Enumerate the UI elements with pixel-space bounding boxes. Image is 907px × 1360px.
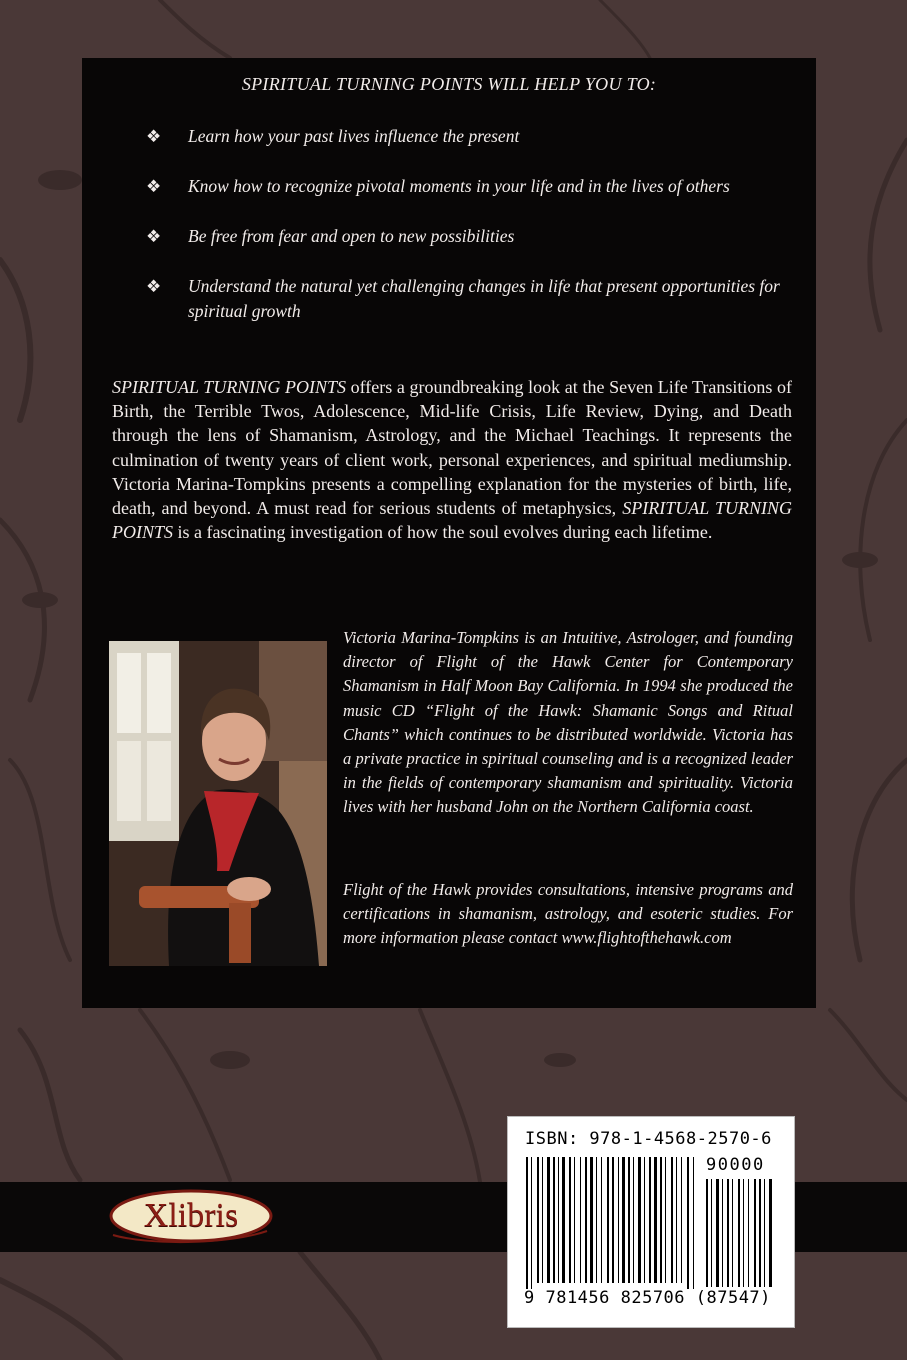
about-center: Flight of the Hawk provides consultations, intensive programs and certifications in shamanism, astrology, and esoteric studies. For more information please contact www.flightofthehawk.com [343,880,793,948]
barcode-bar [671,1157,673,1283]
list-item [146,124,796,149]
bullet-text: Learn how your past lives influence the present [188,126,520,146]
list-item [146,174,796,199]
book-title-inline: SPIRITUAL TURNING POINTS [112,498,792,543]
barcode-bar [665,1157,666,1283]
barcode-bar [687,1157,689,1289]
barcode-bar [596,1157,597,1283]
addon-barcode-bar [732,1179,733,1287]
barcode-bar [590,1157,593,1283]
addon-barcode-bar [764,1179,765,1287]
book-title-lead: SPIRITUAL TURNING POINTS [112,377,346,397]
author-bio: Victoria Marina-Tompkins is an Intuitive, Astrologer, and founding director of Flight of the Hawk Center for Contemporary Shamanism in Half Moon Bay California. In 1994 she produced the music CD “Flight of the Hawk: Shamanic Songs and Ritual Chants” which continues to be distributed worldwide. Victoria has a private practice in spiritual counseling and is a recognized leader in the fields of contemporary shamanism and spirituality. Victoria lives with her husband John on the Northern California coast. [343,628,793,817]
bullet-text: Understand the natural yet challenging changes in life that present opportunities for spiritual growth [188,276,780,321]
barcode-bar [622,1157,625,1283]
barcode-bar [693,1157,694,1289]
back-cover-panel [82,58,816,1008]
barcode-bar [585,1157,587,1283]
barcode-bar [681,1157,682,1283]
barcode-bar [607,1157,609,1283]
barcode-bar [601,1157,602,1283]
bullet-text: Be free from fear and open to new possibilities [188,226,515,246]
list-item [146,274,796,324]
publisher-name: Xlibris [143,1197,239,1234]
barcode-bar [580,1157,581,1283]
addon-barcode-bar [759,1179,761,1287]
diamond-bullet-icon: ❖ [146,277,162,296]
barcode-bar [562,1157,565,1283]
barcode-bar [660,1157,662,1283]
barcode-bar [654,1157,657,1283]
addon-barcode-bar [743,1179,744,1287]
barcode-bar [574,1157,575,1283]
bullet-text: Know how to recognize pivotal moments in your life and in the lives of others [188,176,730,196]
barcode-bar [569,1157,571,1283]
price-code: 90000 [706,1155,765,1175]
addon-barcode-bar [716,1179,719,1287]
barcode-bar [618,1157,619,1283]
ean-digits: 9 781456 825706 (87547) [524,1288,771,1308]
barcode-bar [553,1157,555,1283]
diamond-bullet-icon: ❖ [146,227,162,246]
barcode-box [507,1116,795,1328]
addon-barcode-bar [754,1179,756,1287]
diamond-bullet-icon: ❖ [146,127,162,146]
barcode-bar [633,1157,634,1283]
author-portrait-icon [109,641,327,966]
diamond-bullet-icon: ❖ [146,177,162,196]
addon-barcode-bar [738,1179,740,1287]
book-summary [112,375,792,544]
addon-barcode-bar [722,1179,723,1287]
barcode-bar [531,1157,532,1289]
benefits-heading: SPIRITUAL TURNING POINTS WILL HELP YOU TO: [241,74,657,94]
list-item [146,224,796,249]
barcode-bar [638,1157,641,1283]
barcode-bar [537,1157,539,1283]
addon-barcode-bar [727,1179,729,1287]
barcode-bar [612,1157,614,1283]
benefits-list [146,124,796,349]
barcode-bar [558,1157,559,1283]
author-photo [109,641,327,966]
barcode-bar [542,1157,543,1283]
publisher-logo [107,1187,275,1245]
addon-barcode-bar [748,1179,749,1287]
summary-text-2: is a fascinating investigation of how the soul evolves during each lifetime. [173,522,713,543]
addon-barcode-bar [769,1179,772,1287]
barcode-bar [628,1157,630,1283]
barcode-bar [649,1157,651,1283]
addon-barcode-bar [711,1179,712,1287]
isbn-label: ISBN: 978-1-4568-2570-6 [525,1129,772,1149]
summary-text-1: offers a groundbreaking look at the Seven Life Transitions of Birth, the Terrible Twos, Adolescence, Mid-life Crisis, Life Review, Dying, and Death through the lens of Shamanism, Astrology, and the Michael Teachings. It represents the culmination of twenty years of client work, personal experiences, and spiritual mediumship. Victoria Marina-Tompkins presents a compelling explanation for the mysteries of birth, life, death, and beyond. A must read for serious students of metaphysics, [112,377,793,519]
barcode-bar [526,1157,528,1289]
barcode-bar [676,1157,677,1283]
barcode-bar [547,1157,550,1283]
addon-barcode-bar [706,1179,708,1287]
barcode-bar [644,1157,645,1283]
